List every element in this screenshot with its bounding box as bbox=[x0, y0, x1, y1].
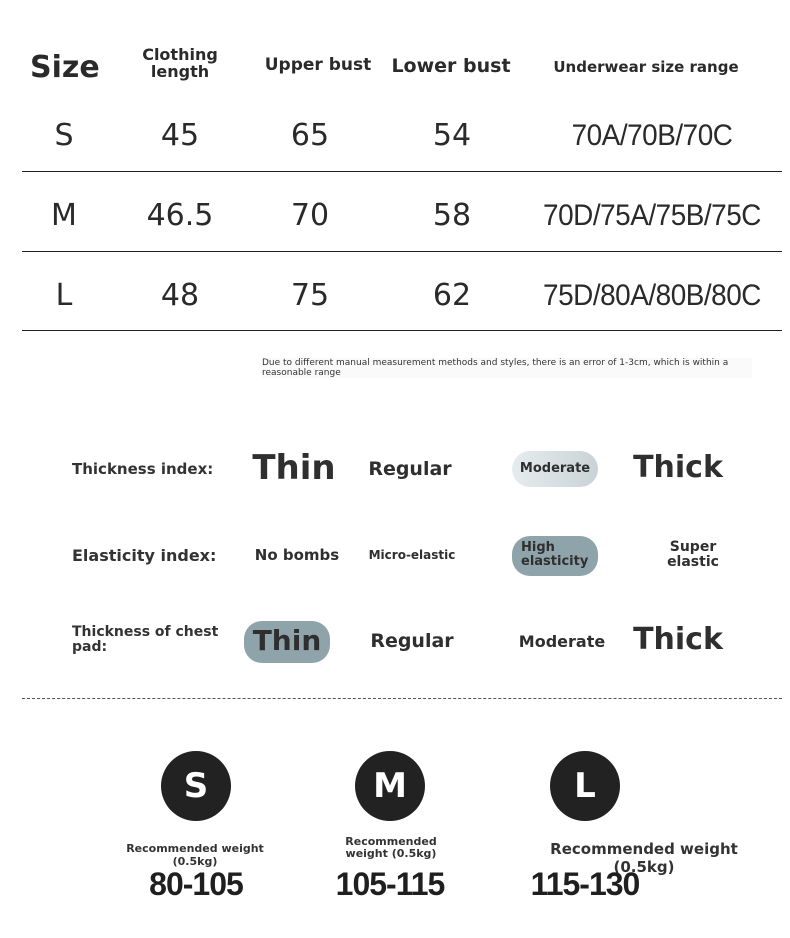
elasticity-option-super: Super elastic bbox=[667, 539, 719, 570]
cell-upper-bust: 65 bbox=[290, 118, 330, 153]
header-size: Size bbox=[30, 50, 100, 85]
cell-size: S bbox=[54, 118, 74, 153]
elasticity-option-high: High elasticity bbox=[521, 540, 589, 569]
cell-size: M bbox=[51, 198, 77, 233]
cell-size: L bbox=[55, 278, 73, 313]
cell-length: 46.5 bbox=[146, 198, 214, 233]
thickness-option-moderate: Moderate bbox=[519, 461, 591, 476]
elasticity-index-label: Elasticity index: bbox=[72, 546, 217, 565]
cell-lower-bust: 62 bbox=[432, 278, 472, 313]
cell-underwear-range: 70A/70B/70C bbox=[571, 119, 733, 152]
cell-upper-bust: 75 bbox=[290, 278, 330, 313]
thickness-option-thin: Thin bbox=[252, 448, 336, 488]
table-row bbox=[0, 97, 790, 175]
chest-pad-option-regular: Regular bbox=[370, 630, 454, 652]
table-row bbox=[0, 177, 790, 255]
chest-pad-option-thin-pill bbox=[244, 621, 330, 663]
weight-range-s: 80-105 bbox=[149, 866, 243, 902]
elasticity-option-high-pill bbox=[512, 536, 598, 576]
header-lower-bust: Lower bust bbox=[391, 55, 511, 77]
header-underwear-range: Underwear size range bbox=[553, 58, 739, 76]
weight-range-l: 115-130 bbox=[530, 866, 640, 902]
measurement-note: Due to different manual measurement methods and styles, there is an error of 1-3cm, which is within a reasonable range bbox=[262, 358, 752, 378]
cell-underwear-range: 70D/75A/75B/75C bbox=[543, 199, 761, 232]
table-row bbox=[0, 257, 790, 335]
row-divider bbox=[22, 251, 782, 252]
size-s-badge: S bbox=[161, 751, 231, 821]
size-m-badge: M bbox=[355, 751, 425, 821]
recommended-weight-label-s: Recommended weight (0.5kg) bbox=[126, 842, 264, 868]
chest-pad-label: Thickness of chest pad: bbox=[72, 624, 219, 655]
weight-range-m: 105-115 bbox=[335, 866, 445, 902]
thickness-option-regular: Regular bbox=[368, 458, 452, 480]
cell-underwear-range: 75D/80A/80B/80C bbox=[543, 279, 761, 312]
row-divider bbox=[22, 330, 782, 331]
header-clothing-length: Clothing length bbox=[142, 45, 218, 81]
cell-upper-bust: 70 bbox=[290, 198, 330, 233]
thickness-index-label: Thickness index: bbox=[72, 460, 214, 478]
row-divider bbox=[22, 171, 782, 172]
chest-pad-option-thick: Thick bbox=[633, 622, 723, 657]
chest-pad-option-moderate: Moderate bbox=[518, 632, 606, 651]
section-divider bbox=[22, 698, 782, 699]
elasticity-option-no-bombs: No bombs bbox=[254, 546, 340, 564]
thickness-option-moderate-pill bbox=[512, 451, 598, 487]
cell-length: 48 bbox=[160, 278, 200, 313]
cell-lower-bust: 54 bbox=[432, 118, 472, 153]
cell-length: 45 bbox=[160, 118, 200, 153]
recommended-weight-label-m: Recommended weight (0.5kg) bbox=[345, 835, 437, 860]
thickness-option-thick: Thick bbox=[633, 450, 723, 485]
recommended-weight-label-l: Recommended weight (0.5kg) bbox=[550, 840, 738, 876]
chest-pad-option-thin: Thin bbox=[252, 624, 322, 657]
cell-lower-bust: 58 bbox=[432, 198, 472, 233]
header-upper-bust: Upper bust bbox=[264, 55, 372, 75]
elasticity-option-micro-elastic: Micro-elastic bbox=[368, 548, 456, 562]
size-l-badge: L bbox=[550, 751, 620, 821]
